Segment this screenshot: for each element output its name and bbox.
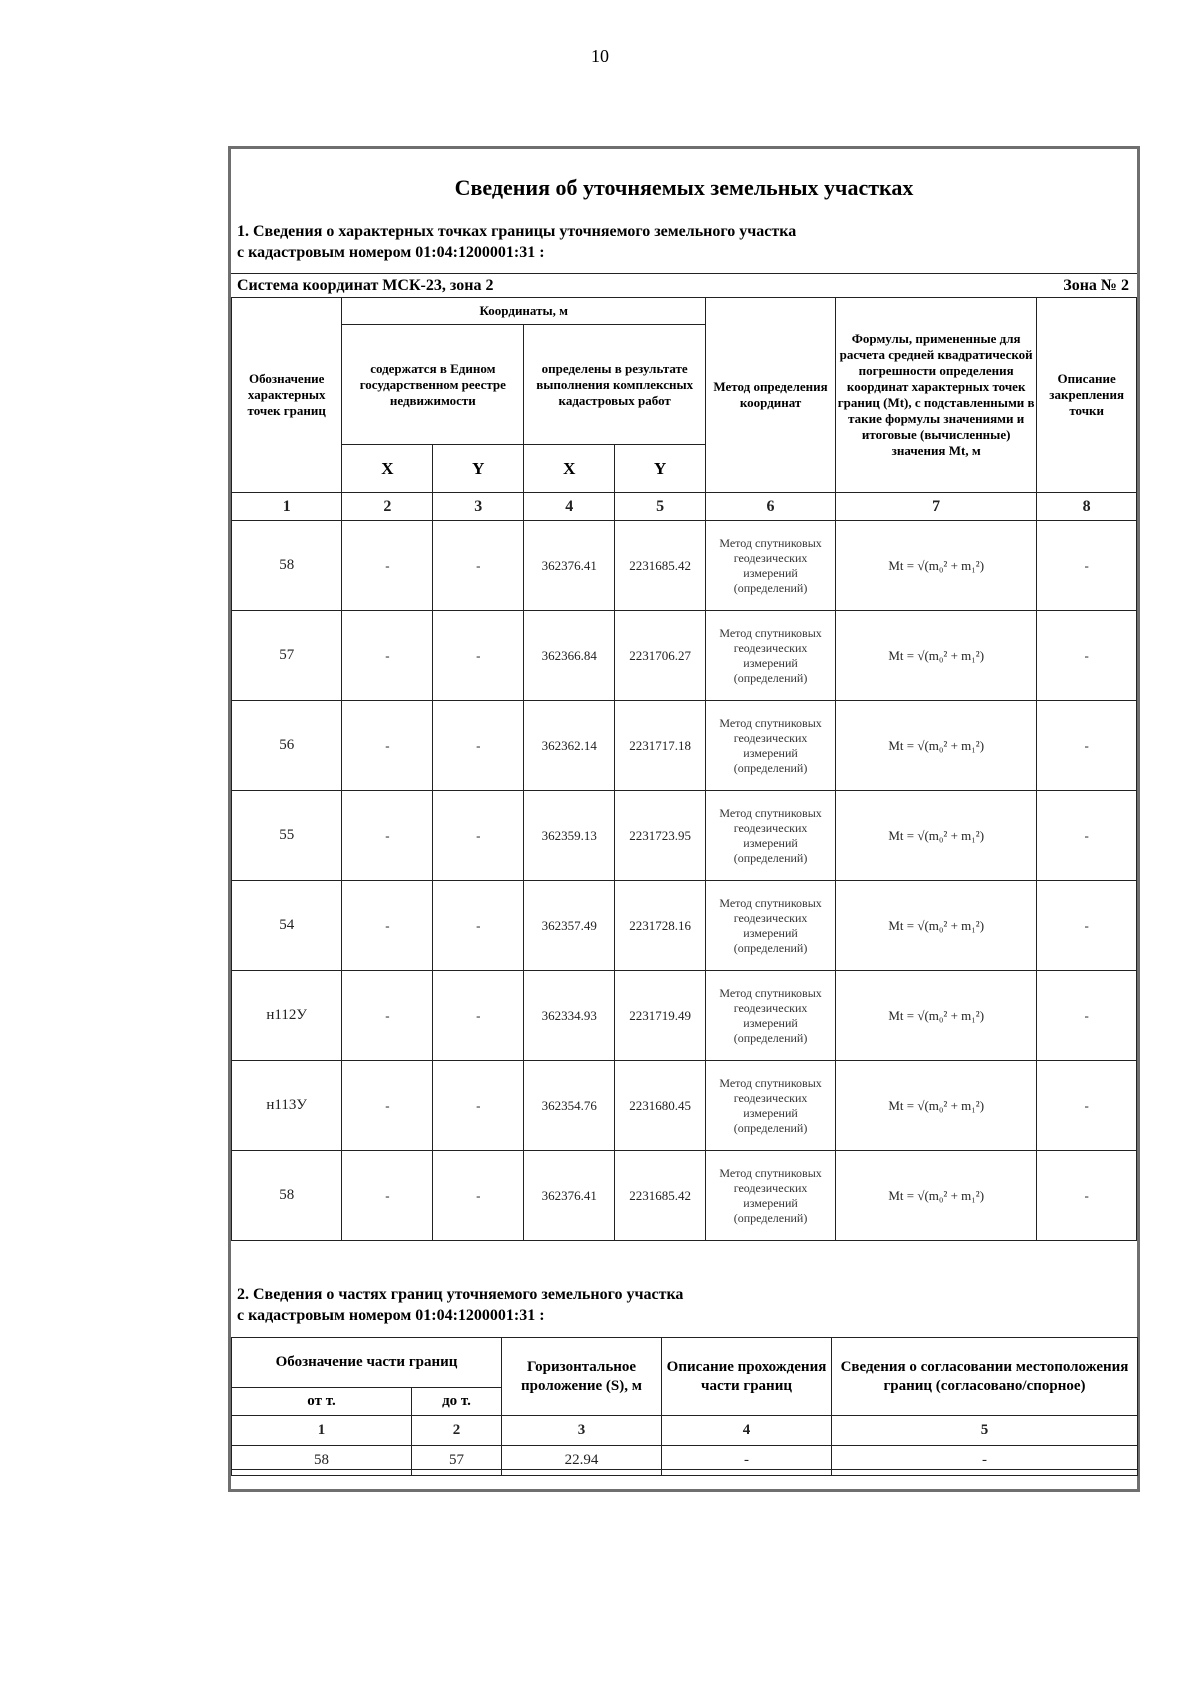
point-cell: 58	[232, 521, 342, 611]
table-row	[232, 521, 1137, 611]
formula-cell: Mt = √(m₀² + m₁²)	[836, 611, 1037, 701]
formula-cell: Mt = √(m₀² + m₁²)	[836, 791, 1037, 881]
section1-heading-line1: 1. Сведения о характерных точках границы уточняемого земельного участка	[237, 223, 797, 240]
column-number-row	[232, 493, 1137, 521]
description-cell: -	[1037, 791, 1137, 881]
description-cell: -	[1037, 701, 1137, 791]
header-part-designation: Обозначение части границ	[232, 1338, 502, 1388]
table-row	[232, 881, 1137, 971]
x-cell: 362362.14	[524, 701, 615, 791]
formula-cell: Mt = √(m₀² + m₁²)	[836, 881, 1037, 971]
reg-y-cell: -	[433, 1151, 524, 1241]
section2-heading-line2: с кадастровым номером 01:04:1200001:31 :	[237, 1307, 545, 1324]
reg-x-cell: -	[342, 791, 433, 881]
reg-y-cell: -	[433, 791, 524, 881]
method-cell: Метод спутниковых геодезических измерений (определений)	[706, 701, 836, 791]
formula-cell: Mt = √(m₀² + m₁²)	[836, 701, 1037, 791]
coordinate-system-row	[231, 273, 1137, 297]
header-horizontal: Горизонтальное проложение (S), м	[502, 1338, 662, 1416]
header-y: Y	[615, 445, 706, 493]
reg-y-cell: -	[433, 611, 524, 701]
description-cell: -	[1037, 971, 1137, 1061]
column-number-row	[232, 1416, 1138, 1446]
header-determined: определены в результате выполнения комплексных кадастровых работ	[524, 325, 706, 445]
method-cell: Метод спутниковых геодезических измерений (определений)	[706, 881, 836, 971]
y-cell: 2231680.45	[615, 1061, 706, 1151]
description-cell: -	[1037, 1061, 1137, 1151]
y-cell: 2231685.42	[615, 521, 706, 611]
points-table	[231, 297, 1137, 1241]
reg-x-cell: -	[342, 1151, 433, 1241]
header-formulas: Формулы, примененные для расчета средней квадратической погрешности определения координат характерных точек границ (Mt), с подставленными в такие формулы значениями и итоговые (вычисленные) значения Mt, м	[836, 298, 1037, 493]
document-title: Сведения об уточняемых земельных участках	[454, 175, 914, 200]
horizontal-cell: 22.94	[502, 1446, 662, 1476]
table-row	[232, 701, 1137, 791]
header-method: Метод определения координат	[706, 298, 836, 493]
point-cell: 56	[232, 701, 342, 791]
header-agreement: Сведения о согласовании местоположения границ (согласовано/спорное)	[832, 1338, 1138, 1416]
header-description: Описание закрепления точки	[1037, 298, 1137, 493]
passage-cell: -	[662, 1446, 832, 1476]
formula-cell: Mt = √(m₀² + m₁²)	[836, 1151, 1037, 1241]
y-cell: 2231719.49	[615, 971, 706, 1061]
column-number: 6	[706, 493, 836, 521]
header-x: X	[524, 445, 615, 493]
point-cell: 57	[232, 611, 342, 701]
coordinate-system: Система координат МСК-23, зона 2	[237, 277, 494, 294]
header-point-designation: Обозначение характерных точек границ	[232, 298, 342, 493]
reg-x-cell: -	[342, 971, 433, 1061]
point-cell: 58	[232, 1151, 342, 1241]
column-number: 3	[502, 1416, 662, 1446]
formula-cell: Mt = √(m₀² + m₁²)	[836, 1061, 1037, 1151]
header-to: до т.	[412, 1388, 502, 1416]
reg-y-cell: -	[433, 881, 524, 971]
parts-table	[231, 1337, 1138, 1476]
description-cell: -	[1037, 1151, 1137, 1241]
x-cell: 362376.41	[524, 521, 615, 611]
section1-heading-line2: с кадастровым номером 01:04:1200001:31 :	[237, 244, 545, 261]
formula-cell: Mt = √(m₀² + m₁²)	[836, 971, 1037, 1061]
header-from: от т.	[232, 1388, 412, 1416]
point-cell: н113У	[232, 1061, 342, 1151]
section2-heading-line1: 2. Сведения о частях границ уточняемого земельного участка	[237, 1286, 684, 1303]
y-cell: 2231706.27	[615, 611, 706, 701]
formula-cell: Mt = √(m₀² + m₁²)	[836, 521, 1037, 611]
method-cell: Метод спутниковых геодезических измерений (определений)	[706, 611, 836, 701]
reg-x-cell: -	[342, 701, 433, 791]
method-cell: Метод спутниковых геодезических измерений (определений)	[706, 791, 836, 881]
x-cell: 362359.13	[524, 791, 615, 881]
column-number: 7	[836, 493, 1037, 521]
reg-y-cell: -	[433, 971, 524, 1061]
column-number: 4	[524, 493, 615, 521]
page-number: 10	[591, 46, 609, 66]
x-cell: 362376.41	[524, 1151, 615, 1241]
reg-x-cell: -	[342, 521, 433, 611]
header-reg-x: X	[342, 445, 433, 493]
reg-x-cell: -	[342, 611, 433, 701]
reg-y-cell: -	[433, 521, 524, 611]
method-cell: Метод спутниковых геодезических измерений (определений)	[706, 1061, 836, 1151]
method-cell: Метод спутниковых геодезических измерений (определений)	[706, 971, 836, 1061]
column-number: 2	[342, 493, 433, 521]
x-cell: 362357.49	[524, 881, 615, 971]
description-cell: -	[1037, 611, 1137, 701]
table-row	[232, 1061, 1137, 1151]
table-row	[232, 1446, 1138, 1476]
reg-y-cell: -	[433, 701, 524, 791]
zone-label: Зона № 2	[1063, 277, 1129, 294]
x-cell: 362354.76	[524, 1061, 615, 1151]
agreement-cell: -	[832, 1446, 1138, 1476]
point-cell: н112У	[232, 971, 342, 1061]
reg-x-cell: -	[342, 881, 433, 971]
y-cell: 2231728.16	[615, 881, 706, 971]
column-number: 1	[232, 493, 342, 521]
column-number: 8	[1037, 493, 1137, 521]
y-cell: 2231723.95	[615, 791, 706, 881]
document-frame	[228, 146, 1140, 1492]
to-point-cell: 57	[412, 1446, 502, 1476]
method-cell: Метод спутниковых геодезических измерений (определений)	[706, 1151, 836, 1241]
column-number: 3	[433, 493, 524, 521]
x-cell: 362366.84	[524, 611, 615, 701]
header-passage: Описание прохождения части границ	[662, 1338, 832, 1416]
x-cell: 362334.93	[524, 971, 615, 1061]
reg-x-cell: -	[342, 1061, 433, 1151]
header-in-registry: содержатся в Едином государственном реестре недвижимости	[342, 325, 524, 445]
table-row	[232, 971, 1137, 1061]
description-cell: -	[1037, 881, 1137, 971]
section1-heading	[231, 221, 1137, 263]
description-cell: -	[1037, 521, 1137, 611]
table-row	[232, 1151, 1137, 1241]
column-number: 1	[232, 1416, 412, 1446]
column-number: 5	[832, 1416, 1138, 1446]
table-row	[232, 791, 1137, 881]
y-cell: 2231717.18	[615, 701, 706, 791]
point-cell: 54	[232, 881, 342, 971]
column-number: 2	[412, 1416, 502, 1446]
section2-heading	[231, 1284, 1137, 1326]
table-row	[232, 611, 1137, 701]
from-point-cell: 58	[232, 1446, 412, 1476]
point-cell: 55	[232, 791, 342, 881]
method-cell: Метод спутниковых геодезических измерений (определений)	[706, 521, 836, 611]
reg-y-cell: -	[433, 1061, 524, 1151]
header-reg-y: Y	[433, 445, 524, 493]
column-number: 5	[615, 493, 706, 521]
column-number: 4	[662, 1416, 832, 1446]
y-cell: 2231685.42	[615, 1151, 706, 1241]
bottom-divider	[231, 1469, 1137, 1470]
header-coordinates: Координаты, м	[342, 298, 706, 325]
